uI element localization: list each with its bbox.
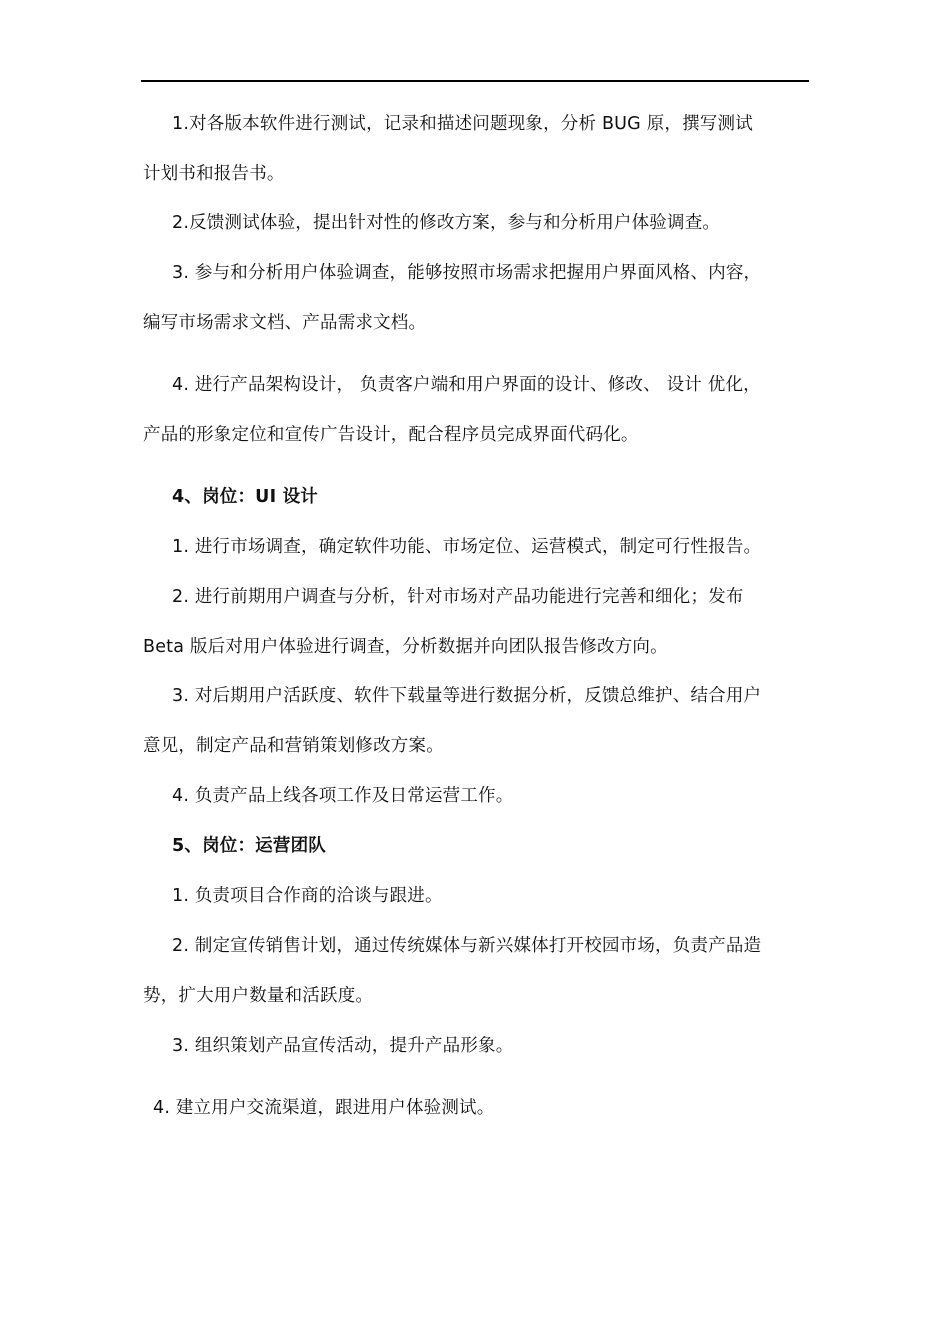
paragraph-1-line-1: 1.对各版本软件进行测试，记录和描述问题现象，分析 BUG 原，撰写测试	[172, 114, 753, 134]
paragraph-4-line-2: 产品的形象定位和宣传广告设计，配合程序员完成界面代码化。	[143, 425, 639, 445]
section-4-item-3-line-1: 3. 对后期用户活跃度、软件下载量等进行数据分析，反馈总维护、结合用户	[172, 686, 762, 706]
section-5-item-2-line-2: 势，扩大用户数量和活跃度。	[143, 986, 374, 1006]
section-4-item-1-line-1: 1. 进行市场调查，确定软件功能、市场定位、运营模式，制定可行性报告。	[172, 537, 762, 557]
paragraph-4-line-1: 4. 进行产品架构设计， 负责客户端和用户界面的设计、修改、 设计 优化，	[172, 375, 761, 395]
header-rule	[141, 80, 809, 82]
paragraph-1-line-2: 计划书和报告书。	[143, 164, 285, 184]
section-4-item-4-line-1: 4. 负责产品上线各项工作及日常运营工作。	[172, 786, 514, 806]
section-5-item-3-line-1: 3. 组织策划产品宣传活动，提升产品形象。	[172, 1036, 514, 1056]
section-4-item-3-line-2: 意见，制定产品和营销策划修改方案。	[143, 736, 444, 756]
paragraph-2-line-1: 2.反馈测试体验，提出针对性的修改方案，参与和分析用户体验调查。	[172, 213, 721, 233]
section-5-heading: 5、岗位：运营团队	[172, 836, 326, 856]
section-4-heading: 4、岗位：UI 设计	[172, 487, 318, 507]
section-4-item-2-line-2: Beta 版后对用户体验进行调查，分析数据并向团队报告修改方向。	[143, 637, 668, 657]
section-5-item-1-line-1: 1. 负责项目合作商的洽谈与跟进。	[172, 886, 443, 906]
section-5-item-2-line-1: 2. 制定宣传销售计划，通过传统媒体与新兴媒体打开校园市场，负责产品造	[172, 936, 762, 956]
section-5-item-4-line-1: 4. 建立用户交流渠道，跟进用户体验测试。	[153, 1098, 495, 1118]
paragraph-3-line-2: 编写市场需求文档、产品需求文档。	[143, 313, 427, 333]
paragraph-3-line-1: 3. 参与和分析用户体验调查，能够按照市场需求把握用户界面风格、内容，	[172, 263, 762, 283]
section-4-item-2-line-1: 2. 进行前期用户调查与分析，针对市场对产品功能进行完善和细化；发布	[172, 587, 744, 607]
